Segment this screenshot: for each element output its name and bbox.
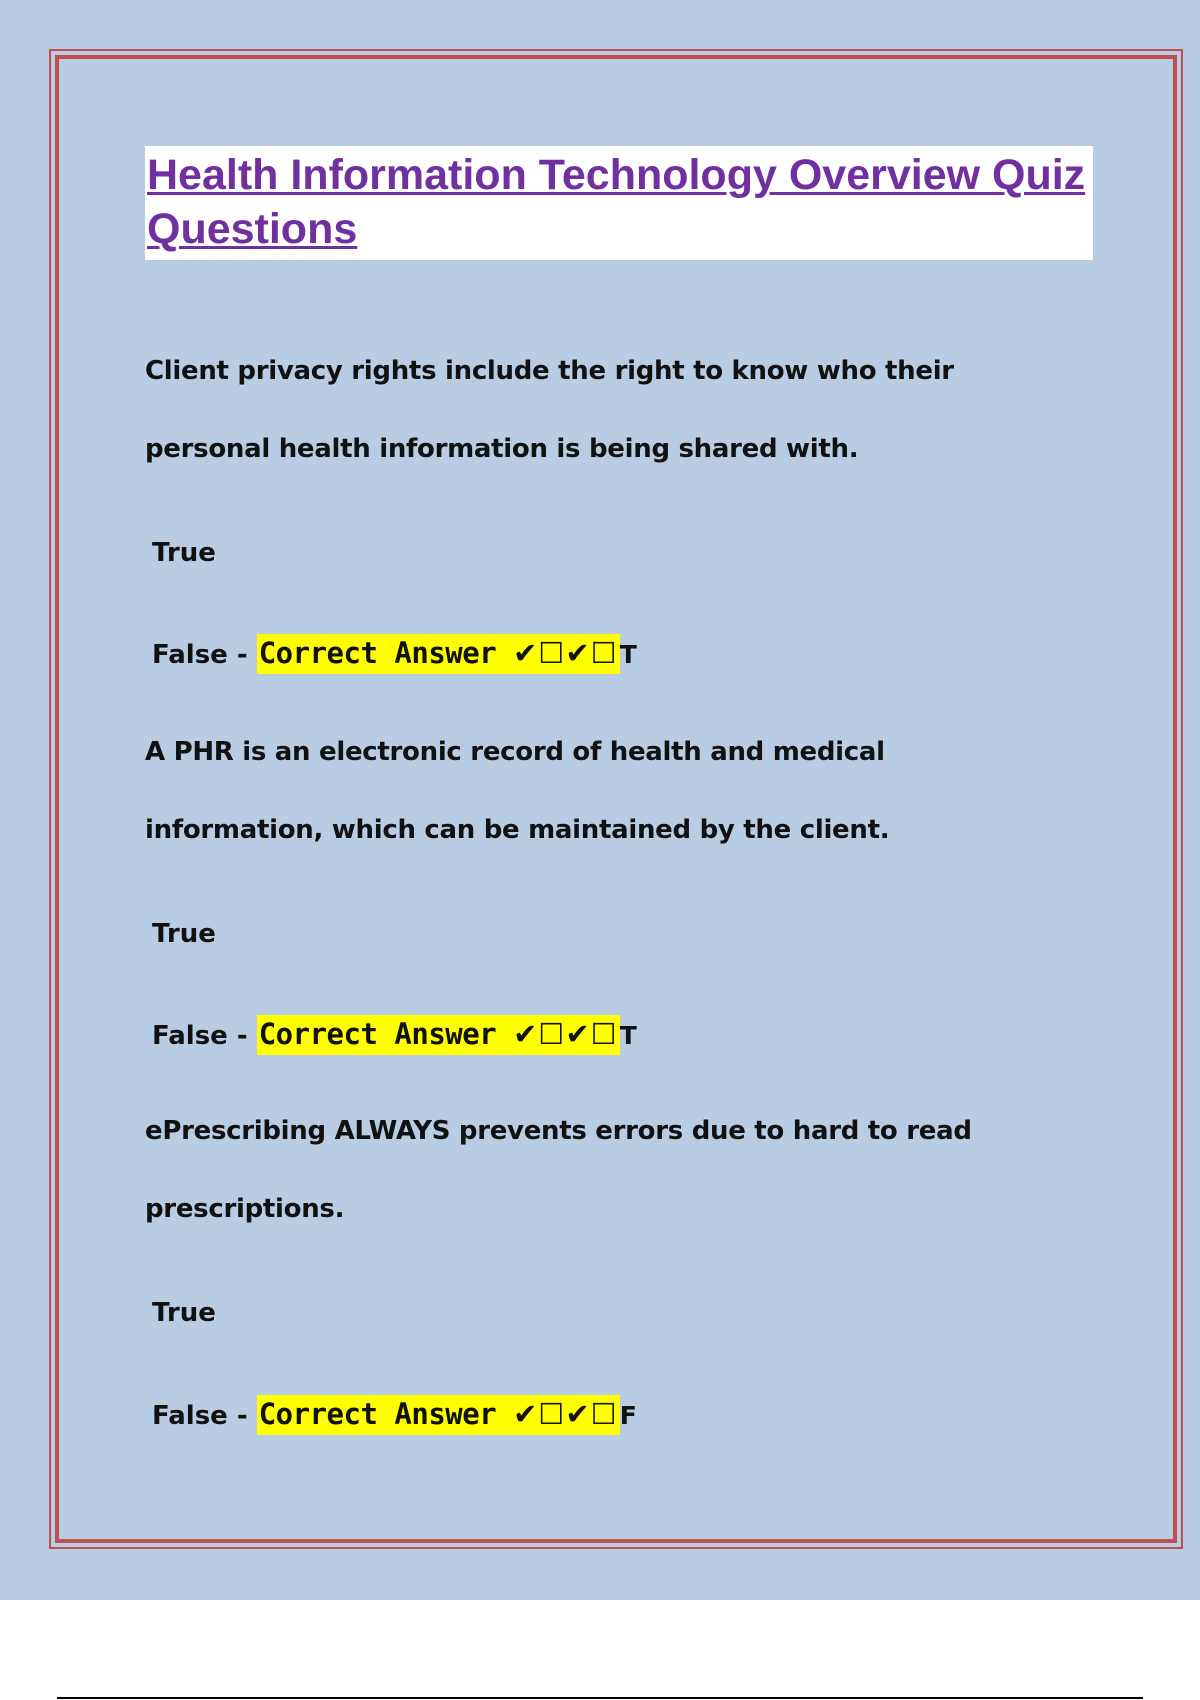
question-1-correct-answer-highlight (257, 634, 620, 674)
question-2-option-false (152, 1014, 637, 1056)
question-2-answer-value: T (619, 1021, 637, 1050)
question-1-answer-value: T (619, 640, 637, 669)
question-3-option-true: True (152, 1298, 216, 1328)
question-3-option-false (152, 1394, 637, 1436)
question-2-false-label: False - (152, 1021, 248, 1051)
question-2-option-true: True (152, 919, 216, 949)
question-1-text: Client privacy rights include the right to know who their personal health information is being shared with. (145, 356, 954, 464)
question-3-check-marks: ✔☐✔☐ (513, 1397, 618, 1431)
question-3-correct-answer-highlight (257, 1395, 620, 1435)
question-3-correct-answer-label: Correct Answer (258, 1397, 497, 1431)
question-2-correct-answer-label: Correct Answer (258, 1017, 497, 1051)
question-1-check-marks: ✔☐✔☐ (513, 636, 618, 670)
quiz-content (145, 146, 1095, 1431)
title-box (145, 146, 1093, 260)
question-2-text: A PHR is an electronic record of health and medical information, which can be maintained by the client. (145, 737, 890, 845)
question-1-option-false (152, 633, 637, 675)
question-1-correct-answer-label: Correct Answer (258, 636, 497, 670)
question-2-correct-answer-highlight (257, 1015, 620, 1055)
question-3-text: ePrescribing ALWAYS prevents errors due to hard to read prescriptions. (145, 1116, 972, 1224)
question-1-false-label: False - (152, 640, 248, 670)
footer-rule (57, 1697, 1143, 1699)
question-1-option-true: True (152, 538, 216, 568)
page-title: Health Information Technology Overview Quiz Questions (147, 151, 1086, 253)
question-3-false-label: False - (152, 1401, 248, 1431)
question-3-answer-value: F (619, 1401, 637, 1430)
question-2-check-marks: ✔☐✔☐ (513, 1017, 618, 1051)
